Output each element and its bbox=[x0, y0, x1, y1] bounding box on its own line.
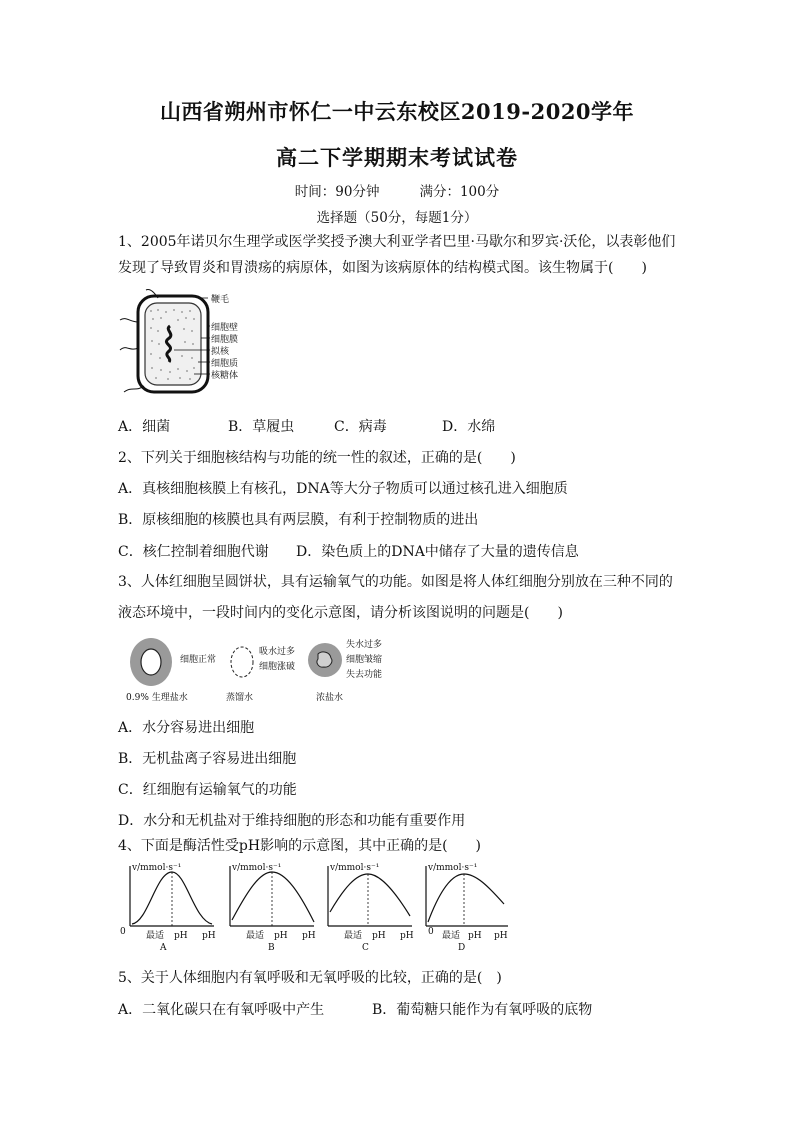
q4-graph-a-label: A bbox=[160, 943, 167, 953]
q1-label-cell-wall: 细胞壁 bbox=[211, 323, 239, 333]
q1-flagellum-left2 bbox=[120, 348, 138, 350]
q4-graph-a bbox=[120, 863, 216, 953]
document-title: 山西省朔州市怀仁一中云东校区2019-2020学年 bbox=[159, 99, 635, 124]
q3-cell3-desc3: 失去功能 bbox=[346, 670, 383, 680]
exam-time: 时间：90分钟 bbox=[294, 184, 380, 200]
q1-label-ribosome: 核糖体 bbox=[211, 371, 239, 381]
q3-option-d: D．水分和无机盐对于维持细胞的形态和功能有重要作用 bbox=[118, 813, 466, 829]
q5-stem: 5、关于人体细胞内有氧呼吸和无氧呼吸的比较，正确的是( ) bbox=[118, 970, 502, 986]
q3-stem-line1: 3、人体红细胞呈圆饼状，具有运输氧气的功能。如图是将人体红细胞分别放在三种不同的 bbox=[118, 574, 673, 590]
q2-option-d: D．染色质上的DNA中储存了大量的遗传信息 bbox=[296, 544, 579, 560]
q1-label-nucleoid: 拟核 bbox=[211, 347, 230, 357]
q4-graph-d-optimum: 最适 bbox=[442, 931, 461, 941]
q5-option-a: A．二氧化碳只在有氧呼吸中产生 bbox=[118, 1002, 325, 1018]
section-heading: 选择题（50分，每题1分） bbox=[316, 210, 478, 226]
q3-cell3-desc2: 细胞皱缩 bbox=[346, 655, 383, 665]
q4-graph-d-ph: pH bbox=[468, 931, 482, 941]
q1-label-flagellum: 鞭毛 bbox=[211, 295, 230, 305]
q4-stem: 4、下面是酶活性受pH影响的示意图，其中正确的是( ) bbox=[118, 838, 482, 854]
q4-graphs-figure bbox=[118, 860, 518, 954]
q4-graph-b-ph: pH bbox=[274, 931, 288, 941]
q4-graph-c-ylabel: v/mmol·s⁻¹ bbox=[330, 863, 380, 873]
q4-graph-c-ph-end: pH bbox=[400, 931, 414, 941]
q1-option-d: D．水绵 bbox=[442, 419, 496, 435]
q1-stem-line1: 1、2005年诺贝尔生理学或医学奖授予澳大利亚学者巴里·马歇尔和罗宾·沃伦，以表彰他们 bbox=[118, 234, 676, 250]
q4-graph-d-ylabel: v/mmol·s⁻¹ bbox=[428, 863, 478, 873]
q5-option-b: B．葡萄糖只能作为有氧呼吸的底物 bbox=[372, 1002, 593, 1018]
q4-graph-b-ylabel: v/mmol·s⁻¹ bbox=[232, 863, 282, 873]
exam-info bbox=[0, 180, 794, 200]
q3-label-saline: 0.9% 生理盐水 bbox=[126, 693, 188, 703]
q4-graph-c-ph: pH bbox=[372, 931, 386, 941]
q2-stem: 2、下列关于细胞核结构与功能的统一性的叙述，正确的是( ) bbox=[118, 450, 516, 466]
q3-cell-normal bbox=[130, 638, 172, 686]
q1-flagellum-left1 bbox=[120, 319, 138, 322]
q4-graph-c-curve bbox=[330, 874, 410, 916]
q3-cell-shrunk-inner bbox=[317, 652, 332, 667]
document-subtitle: 高二下学期期末考试试卷 bbox=[276, 145, 518, 170]
q3-cell-normal-inner bbox=[141, 649, 161, 675]
q4-graph-a-origin: 0 bbox=[120, 927, 126, 937]
q3-cell2-desc2: 细胞涨破 bbox=[259, 662, 296, 672]
exam-score: 满分：100分 bbox=[419, 184, 500, 200]
q4-graph-d-ph-end: pH bbox=[494, 931, 508, 941]
q4-graph-b-curve bbox=[232, 872, 314, 922]
q3-option-b: B．无机盐离子容易进出细胞 bbox=[118, 751, 297, 767]
q2-option-b: B．原核细胞的核膜也具有两层膜，有利于控制物质的进出 bbox=[118, 512, 479, 528]
q1-stem-line2: 发现了导致胃炎和胃溃疡的病原体，如图为该病原体的结构模式图。该生物属于( ) bbox=[118, 260, 647, 276]
q1-option-c: C．病毒 bbox=[334, 419, 387, 435]
q3-cell2-desc1: 吸水过多 bbox=[259, 647, 296, 657]
q3-label-saltwater: 浓盐水 bbox=[316, 693, 344, 703]
q4-graph-a-optimum: 最适 bbox=[146, 931, 165, 941]
q4-graph-d-origin: 0 bbox=[428, 927, 434, 937]
q3-option-c: C．红细胞有运输氧气的功能 bbox=[118, 782, 297, 798]
q4-graph-c-label: C bbox=[362, 943, 369, 953]
q4-graph-a-ph: pH bbox=[174, 931, 188, 941]
q4-graph-a-ph-end: pH bbox=[202, 931, 216, 941]
q4-graph-b-label: B bbox=[268, 943, 275, 953]
q1-option-b: B．草履虫 bbox=[228, 419, 295, 435]
q2-option-c: C．核仁控制着细胞代谢 bbox=[118, 544, 269, 560]
q1-label-cell-membrane: 细胞膜 bbox=[211, 335, 239, 345]
q1-option-a: A．细菌 bbox=[118, 419, 171, 435]
q4-graph-b-ph-end: pH bbox=[302, 931, 316, 941]
q1-label-cytoplasm: 细胞质 bbox=[211, 359, 239, 369]
q3-cell-burst bbox=[231, 647, 253, 677]
q4-graph-c bbox=[328, 863, 414, 953]
q4-graph-d bbox=[426, 863, 508, 953]
q1-bacterium-figure bbox=[118, 286, 258, 404]
q3-red-cell-figure bbox=[118, 632, 418, 708]
q3-stem-line2: 液态环境中，一段时间内的变化示意图，请分析该图说明的问题是( ) bbox=[118, 605, 563, 621]
q3-cell1-desc: 细胞正常 bbox=[180, 655, 217, 665]
q3-cell3-desc1: 失水过多 bbox=[346, 640, 383, 650]
q4-graph-c-optimum: 最适 bbox=[344, 931, 363, 941]
q4-graph-b bbox=[230, 863, 316, 953]
q4-graph-b-optimum: 最适 bbox=[246, 931, 265, 941]
q3-label-water: 蒸馏水 bbox=[226, 693, 254, 703]
q4-graph-d-curve bbox=[428, 874, 504, 922]
q4-graph-d-label: D bbox=[458, 943, 466, 953]
q3-option-a: A．水分容易进出细胞 bbox=[118, 720, 255, 736]
q3-cell-shrunk bbox=[308, 643, 342, 677]
q4-graph-a-ylabel: v/mmol·s⁻¹ bbox=[132, 863, 182, 873]
q2-option-a: A．真核细胞核膜上有核孔，DNA等大分子物质可以通过核孔进入细胞质 bbox=[118, 481, 568, 497]
